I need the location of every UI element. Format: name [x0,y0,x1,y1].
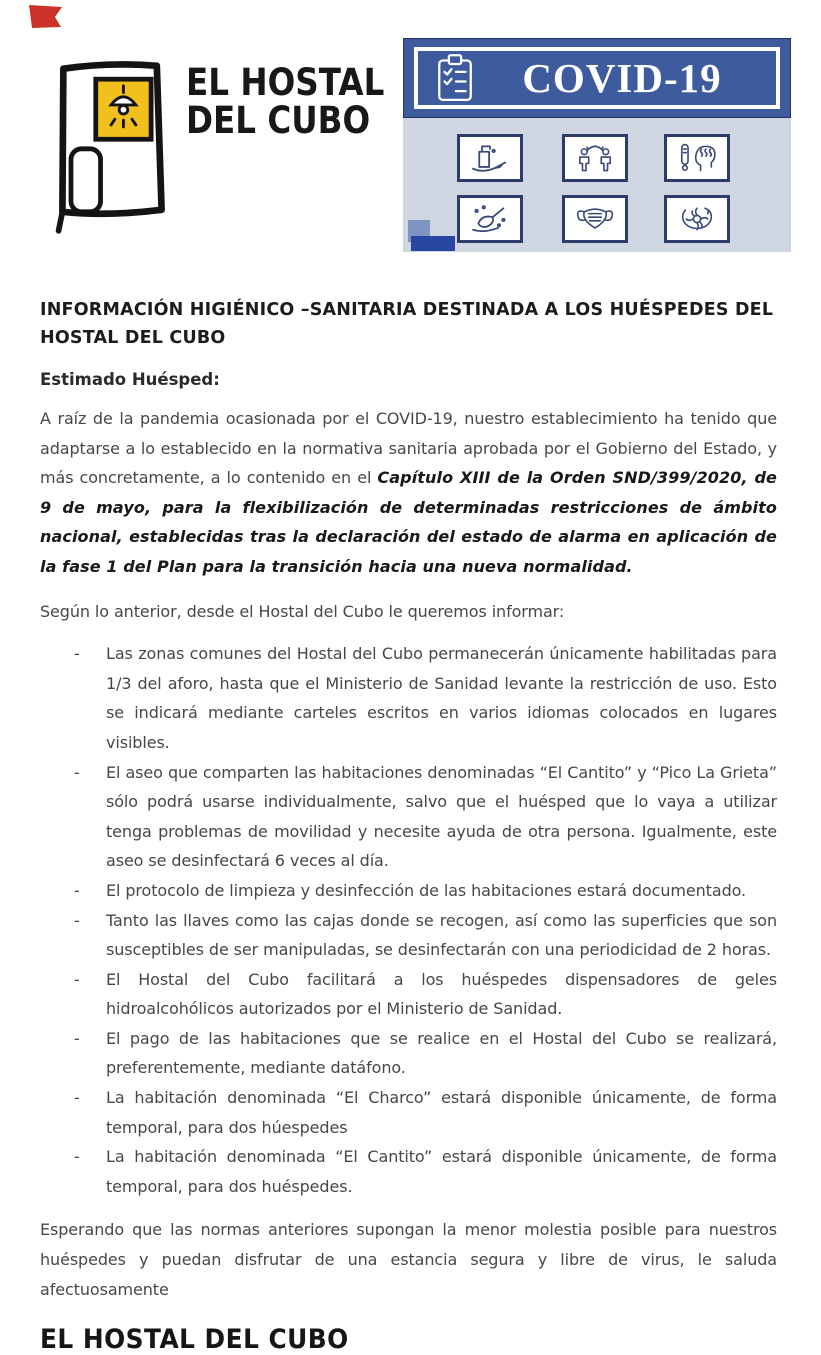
hand-sanitizer-icon [465,141,515,175]
list-item [74,1083,777,1142]
icon-box-face-mask [562,195,628,243]
covid-banner-title: COVID-19 [522,54,722,101]
bullet-dash: - [74,1028,80,1048]
list-item [74,965,777,1024]
clipboard-checklist-icon [434,52,476,104]
list-item-text: Tanto las llaves como las cajas donde se recogen, así como las superficies que son susceptibles de ser manipuladas, se desinfectarán con una periodicidad de 2 horas. [106,910,777,960]
virus-circulation-icon [672,202,722,236]
lead-in-line: Según lo anterior, desde el Hostal del Cubo le queremos informar: [40,601,565,621]
red-corner-mark [28,4,64,30]
logo-line2: DEL CUBO [186,99,371,143]
icon-box-temperature-check [664,134,730,182]
page-title: INFORMACIÓN HIGIÉNICO –SANITARIA DESTINADA A LOS HUÉSPEDES DEL HOSTAL DEL CUBO [40,300,774,348]
list-item-text: El protocolo de limpieza y desinfección de las habitaciones estará documentado. [106,880,747,900]
logo-line1: EL HOSTAL [186,61,385,104]
list-item-text: La habitación denominada “El Charco” estará disponible únicamente, de forma temporal, para dos húespedes [106,1088,777,1137]
banner-decor-dark-square [411,236,455,251]
cleaning-brush-icon [465,202,515,236]
icon-box-social-distancing [562,134,628,182]
rules-list [40,639,777,1201]
signature: EL HOSTAL DEL CUBO [40,1324,349,1355]
list-item-text: Las zonas comunes del Hostal del Cubo permanecerán únicamente habilitadas para 1/3 del aforo, hasta que el Ministerio de Sanidad levante la restricción de uso. Esto se indicará mediante carteles escritos en varios idiomas colocados en lugares visibles. [106,644,777,752]
list-item [74,1142,777,1201]
bullet-dash: - [74,969,80,989]
bullet-dash: - [74,644,80,664]
list-item [74,1024,777,1083]
icon-box-hand-sanitizer [457,134,523,182]
bullet-dash: - [74,880,80,900]
covid-banner [403,38,791,252]
bullet-dash: - [74,1147,80,1167]
icon-box-virus [664,195,730,243]
list-item-text: La habitación denominada “El Cantito” estará disponible únicamente, de forma temporal, para dos huéspedes. [106,1147,777,1196]
cube-room-icon [50,52,174,238]
list-item [74,906,777,965]
intro-text-normal: A raíz de la pandemia ocasionada por el COVID-19, nuestro establecimiento ha tenido que adaptarse a lo establecido en la normativa sanitaria aprobada por el Gobierno del Estado, y más concretamente, a lo contenido en el [40,409,777,488]
bullet-dash: - [74,910,80,930]
icon-box-cleaning [457,195,523,243]
list-item-text: El Hostal del Cubo facilitará a los huéspedes dispensadores de geles hidroalcohólicos autorizados por el Ministerio de Sanidad. [106,969,777,1019]
list-item-text: El pago de las habitaciones que se realice en el Hostal del Cubo se realizará, preferentemente, mediante datáfono. [106,1028,777,1078]
intro-text-bold: Capítulo XIII de la Orden SND/399/2020, de 9 de mayo, para la flexibilización de determinadas restricciones de ámbito nacional, establecidas tras la declaración del estado de alarma en aplicación de la fase 1 del Plan para la transición hacia una nueva normalidad. [40,468,777,576]
bullet-dash: - [74,1088,80,1108]
door-icon [71,149,101,212]
face-mask-icon [570,202,620,236]
logo-wordmark [186,61,385,143]
hostel-logo [50,52,411,238]
temperature-check-icon [672,141,722,175]
closing-paragraph: Esperando que las normas anteriores supongan la menor molestia posible para nuestros huéspedes y puedan disfrutar de una estancia segura y libre de virus, le saluda afectuosamente [40,1220,777,1299]
salutation: Estimado Huésped: [40,370,220,389]
list-item [74,876,777,906]
covid-banner-header [403,38,791,118]
social-distancing-icon [570,141,620,175]
list-item [74,639,777,757]
bullet-dash: - [74,762,80,782]
list-item [74,758,777,876]
intro-paragraph [40,404,777,582]
list-item-text: El aseo que comparten las habitaciones denominadas “El Cantito” y “Pico La Grieta” sólo podrá usarse individualmente, salvo que el huésped que lo vaya a utilizar tenga problemas de movilidad y necesite ayuda de otra persona. Igualmente, este aseo se desinfectará 6 veces al día. [106,762,777,871]
